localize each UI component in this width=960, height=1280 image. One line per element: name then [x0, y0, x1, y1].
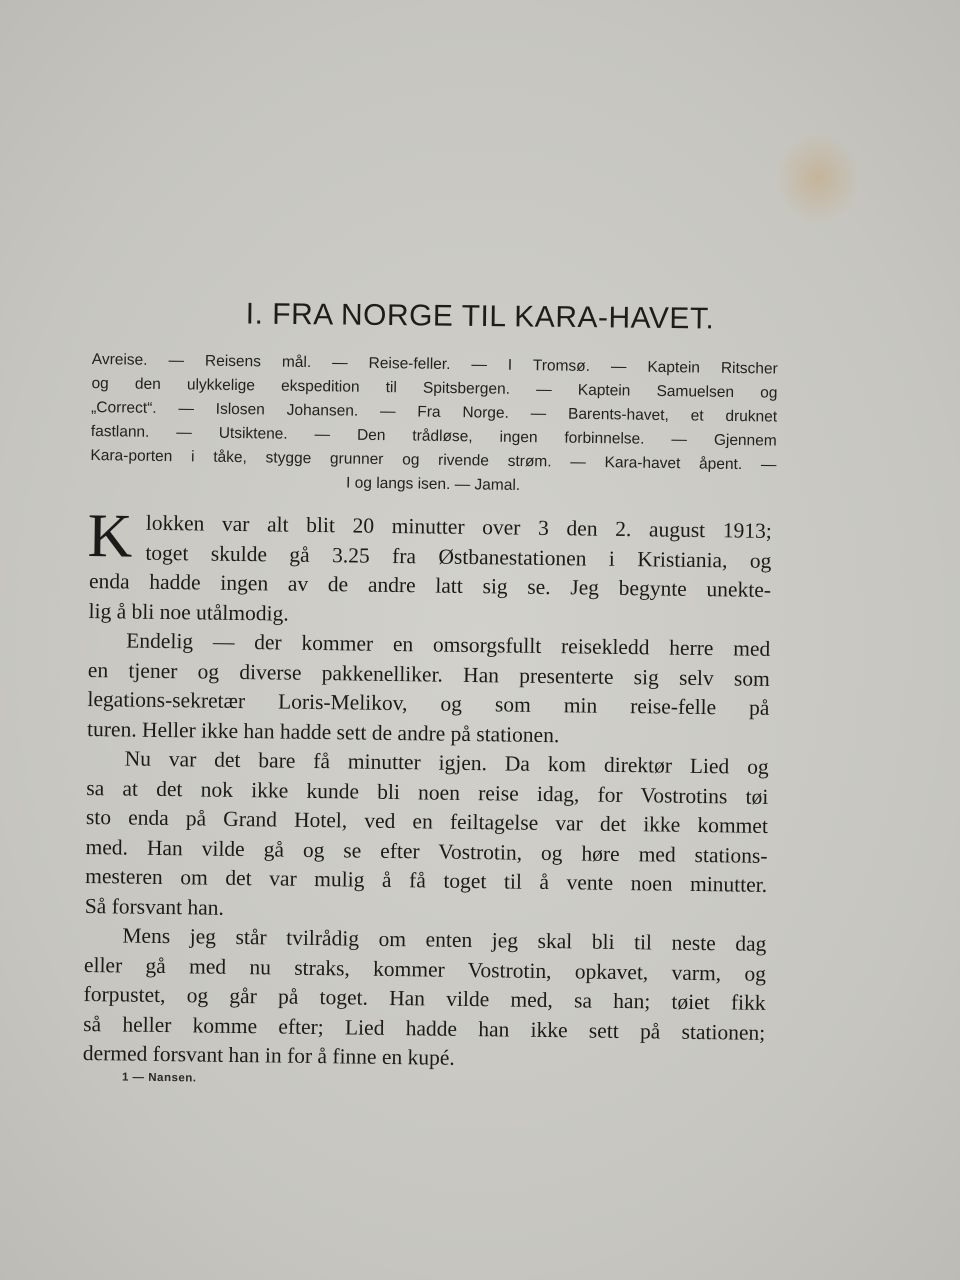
chapter-title: I. FRA NORGE TIL KARA-HAVET.	[245, 297, 715, 336]
text-line: mesteren om det var mulig å få toget til å vente noen minutter.	[85, 863, 768, 897]
summary-line: Kara-porten i tåke, stygge grunner og rivende strøm. — Kara-havet åpent. —	[90, 446, 777, 474]
summary-line: „Correct“. — Islosen Johansen. — Fra Norge. — Barents-havet, et druknet	[91, 398, 778, 426]
text-line: lig å bli noe utålmodig.	[88, 598, 289, 626]
summary-line: I og langs isen. — Jamal.	[346, 474, 521, 494]
text-line: Endelig — der kommer en omsorgsfullt reisekledd herre med	[126, 628, 771, 661]
text-line: så heller komme efter; Lied hadde han ikke sett på stationen;	[83, 1011, 766, 1045]
text-line: forpustet, og går på toget. Han vilde med, sa han; tøiet fikk	[83, 981, 766, 1015]
summary-line: fastlann. — Utsiktene. — Den trådløse, ingen forbinnelse. — Gjennem	[90, 422, 777, 450]
paragraph	[87, 626, 770, 753]
paragraph	[83, 921, 767, 1077]
text-line: toget skulde gå 3.25 fra Østbanestationen i Kristiania, og	[145, 540, 772, 573]
paragraph	[87, 501, 772, 635]
summary-line: og den ulykkelige ekspedition til Spitsbergen. — Kaptein Samuelsen og	[91, 374, 778, 402]
summary-line: Avreise. — Reisens mål. — Reise-feller. — I Tromsø. — Kaptein Ritscher	[91, 350, 778, 378]
text-line: med. Han vilde gå og se efter Vostrotin, og høre med stations-	[85, 834, 768, 868]
text-line: en tjener og diverse pakkenelliker. Han presenterte sig selv som	[87, 657, 770, 691]
text-line: eller gå med nu straks, kommer Vostrotin, opkavet, varm, og	[83, 952, 767, 986]
text-line: sto enda på Grand Hotel, ved en feiltagelse var det ikke kommet	[85, 804, 769, 838]
body-text	[82, 501, 772, 1077]
text-line: Så forsvant han.	[84, 893, 225, 920]
chapter-summary	[90, 348, 778, 502]
text-line: Nu var det bare få minutter igjen. Da kom direktør Lied og	[124, 746, 769, 779]
paragraph	[85, 744, 769, 930]
text-line: Mens jeg står tvilrådig om enten jeg skal bli til neste dag	[122, 923, 767, 956]
text-line: turen. Heller ikke han hadde sett de andre på stationen.	[86, 716, 560, 747]
text-line: lokken var alt blit 20 minutter over 3 den 2. august 1913;	[145, 510, 772, 543]
page-footer-signature: 1 — Nansen.	[121, 1071, 197, 1085]
text-line: enda hadde ingen av de andre latt sig se. Jeg begynte unekte-	[88, 568, 772, 602]
text-line: legations-sekretær Loris-Melikov, og som min reise-felle på	[87, 686, 770, 720]
text-line: dermed forsvant han in for å finne en kupé.	[82, 1040, 455, 1070]
drop-cap: K	[87, 501, 133, 571]
text-line: sa at det nok ikke kunde bli noen reise idag, for Vostrotins tøi	[86, 775, 769, 809]
